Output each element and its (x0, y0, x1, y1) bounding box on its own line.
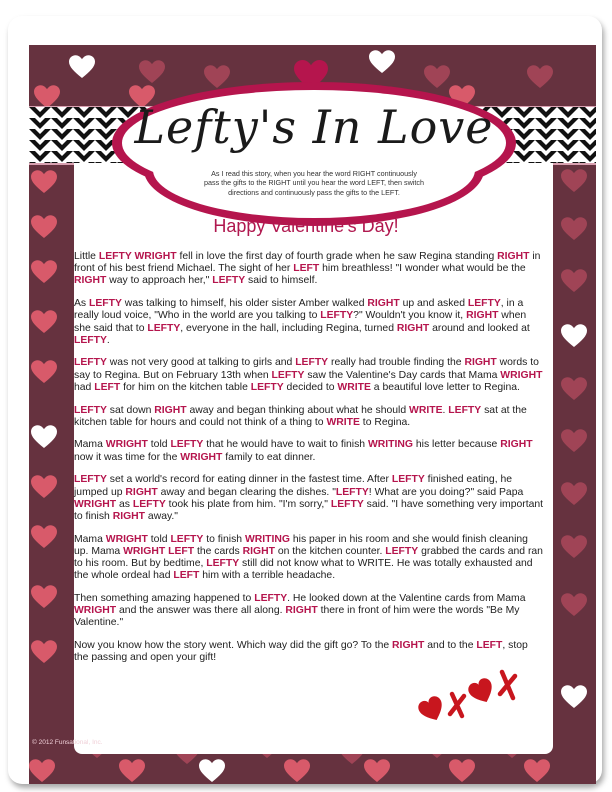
heart-icon (449, 759, 475, 783)
keyword: RIGHT (285, 605, 318, 617)
page-title: Lefty's In Love (134, 100, 494, 154)
story-segment: took his plate from him. "I'm sorry," (165, 498, 331, 510)
story-segment: told (147, 533, 171, 545)
story-segment: words to say to Regina. But on February 13th when (74, 357, 539, 381)
heart-icon (31, 640, 57, 664)
story-segment: . He looked down at the Valentine cards from Mama (287, 592, 526, 604)
keyword: LEFTY (147, 322, 181, 334)
heart-icon (561, 269, 587, 293)
heart-icon (31, 475, 57, 499)
instructions-text: As I read this story, when you hear the word RIGHT continuously pass the gifts to the RIGHT until you hear the word LEFT, then switch directions and continuously pass the gifts to the LEFT. (204, 169, 424, 197)
heart-icon (31, 260, 57, 284)
story-segment: away." (145, 510, 178, 522)
story-paragraph (74, 593, 544, 630)
keyword: LEFTY (74, 474, 107, 486)
story-segment: that he would have to wait to finish (203, 439, 368, 451)
keyword: RIGHT (466, 310, 499, 322)
heart-icon (524, 759, 550, 783)
story-segment: fell in love the first day of fourth grade when he saw Regina standing (176, 251, 498, 262)
keyword: LEFTY (250, 381, 284, 393)
heart-icon (527, 65, 553, 89)
keyword: WRIGHT (74, 498, 117, 510)
heart-icon (364, 759, 390, 783)
keyword: LEFTY (89, 298, 122, 310)
keyword: WRITING (244, 533, 290, 545)
keyword: WRIGHT (105, 533, 148, 545)
story-segment: Little (74, 251, 99, 262)
story-segment: on the kitchen counter. (274, 545, 386, 557)
heart-icon (199, 759, 225, 783)
story-paragraph (74, 251, 544, 288)
heart-icon (369, 50, 395, 74)
keyword: WRIGHT (105, 439, 148, 451)
keyword: LEFTY (385, 545, 419, 557)
story-segment: saw the Valentine's Day cards that Mama (304, 369, 501, 381)
keyword: WRIGHT (500, 369, 543, 381)
keyword: LEFTY (74, 357, 107, 369)
subtitle: Happy Valentine's Day! (213, 216, 399, 236)
keyword: LEFTY (391, 474, 425, 486)
story-segment: him with a terrible headache. (199, 570, 336, 582)
story-segment: finished eating, he jumped up (74, 474, 513, 498)
story-segment: grabbed the cards and ran to his room. But by bedtime, (74, 545, 543, 570)
copyright-text: © 2012 Funsational, Inc. (32, 739, 103, 746)
story-segment: , in a really loud voice, "Who in the world are you talking to (74, 298, 524, 322)
keyword: WRIGHT (180, 451, 223, 463)
keyword: WRITE (326, 416, 360, 428)
keyword: RIGHT (154, 404, 187, 416)
heart-icon (561, 685, 587, 709)
story-segment: the cards (194, 545, 243, 557)
keyword: LEFTY (170, 533, 204, 545)
heart-icon (31, 425, 57, 449)
heart-icon (561, 535, 587, 559)
story-segment: up and asked (399, 298, 468, 310)
keyword: LEFTY (74, 334, 107, 346)
keyword: LEFTY (320, 310, 354, 322)
story-segment: for him on the kitchen table (120, 381, 251, 393)
story-segment: still did not know what to WRITE. He was totally exhausted and the whole ordeal had (74, 558, 533, 582)
keyword: RIGHT (112, 510, 146, 522)
story-segment: had (74, 381, 95, 393)
story-segment: was not very good at talking to girls and (106, 357, 296, 369)
story-segment: ! What are you doing?" said Papa (368, 486, 524, 498)
story-segment: away and began thinking about what he should (186, 404, 410, 416)
story-segment: sat at the kitchen table for hours and could not think of a thing to (74, 404, 527, 428)
story-segment: , stop the passing and open your gift! (74, 640, 528, 664)
story-segment: sat down (106, 404, 155, 416)
story-segment: to finish (203, 533, 245, 545)
title-badge (112, 74, 516, 226)
story-segment: family to eat dinner. (222, 451, 316, 463)
story-text (74, 251, 544, 675)
keyword: LEFT (293, 263, 320, 275)
story-segment: him breathless! "I wonder what would be the (319, 263, 526, 275)
heart-icon (31, 360, 57, 384)
story-paragraph (74, 405, 544, 429)
story-segment: Mama (74, 439, 106, 451)
story-segment: there in front of him were the words "Be My Valentine." (74, 605, 520, 629)
keyword: LEFTY (170, 439, 204, 451)
heart-icon (69, 55, 95, 79)
keyword: WRITE (409, 404, 443, 416)
story-paragraph (74, 439, 544, 463)
heart-icon (31, 585, 57, 609)
story-segment: . (442, 404, 449, 416)
story-segment: around and looked at (429, 322, 530, 334)
keyword: LEFTY (295, 357, 329, 369)
story-segment: Mama (74, 533, 106, 545)
story-segment: Then something amazing happened to (74, 592, 255, 604)
keyword: WRITING (367, 439, 413, 451)
keyword: RIGHT (74, 275, 107, 287)
keyword: LEFT (173, 570, 200, 582)
heart-icon (31, 525, 57, 549)
heart-icon (561, 482, 587, 506)
keyword: RIGHT (464, 357, 497, 369)
story-segment: told (147, 439, 171, 451)
keyword: RIGHT (125, 486, 158, 498)
story-paragraph (74, 298, 544, 347)
story-segment: when she said that to (74, 310, 527, 334)
story-segment: way to approach her," (106, 275, 213, 287)
keyword: LEFTY WRIGHT (98, 251, 177, 262)
story-segment: away and began clearing the dishes. " (157, 486, 336, 498)
story-segment: set a world's record for eating dinner in the fastest time. After (106, 474, 392, 486)
keyword: LEFTY (448, 404, 482, 416)
keyword: LEFT (476, 640, 503, 652)
heart-icon (29, 759, 55, 783)
heart-icon (561, 169, 587, 193)
heart-icon (561, 593, 587, 617)
story-segment: really had trouble finding the (328, 357, 465, 369)
story-segment: . (106, 334, 110, 346)
story-segment: to Regina. (359, 416, 411, 428)
keyword: LEFTY (271, 369, 305, 381)
story-segment: as (116, 498, 133, 510)
xoxo-icon (418, 668, 526, 730)
story-segment: in front of his best friend Michael. The sight of her (74, 251, 541, 275)
story-segment: As (74, 298, 90, 310)
keyword: LEFTY (335, 486, 369, 498)
story-paragraph (74, 474, 544, 523)
story-segment: his paper in his room and she would finish cleaning up. Mama (74, 533, 528, 557)
heart-icon (561, 377, 587, 401)
story-segment: was talking to himself, his older sister Amber walked (121, 298, 368, 310)
keyword: LEFTY (132, 498, 166, 510)
heart-icon (31, 170, 57, 194)
story-segment: his letter because (413, 439, 501, 451)
story-segment: , everyone in the hall, including Regina, turned (180, 322, 397, 334)
story-segment: a beautiful love letter to Regina. (370, 381, 520, 393)
keyword: RIGHT (367, 298, 400, 310)
heart-icon (561, 429, 587, 453)
keyword: WRIGHT (74, 605, 117, 617)
keyword: RIGHT (396, 322, 430, 334)
keyword: LEFTY (212, 275, 246, 287)
story-segment: and the answer was there all along. (116, 605, 286, 617)
heart-icon (561, 324, 587, 348)
story-segment: decided to (283, 381, 338, 393)
keyword: WRIGHT LEFT (123, 545, 195, 557)
heart-icon (119, 759, 145, 783)
keyword: LEFT (94, 381, 121, 393)
story-segment: said. "I have something very important to finish (74, 498, 544, 522)
keyword: RIGHT (497, 251, 530, 262)
story-segment: Now you know how the story went. Which way did the gift go? To the (74, 640, 393, 652)
heart-icon (284, 759, 310, 783)
story-segment: ?" Wouldn't you know it, (353, 310, 467, 322)
heart-icon (31, 310, 57, 334)
keyword: LEFTY (254, 592, 288, 604)
keyword: LEFTY (206, 558, 240, 570)
story-paragraph (74, 534, 544, 583)
story-paragraph (74, 640, 544, 664)
keyword: RIGHT (242, 545, 275, 557)
keyword: LEFTY (74, 404, 107, 416)
story-segment: said to himself. (245, 275, 318, 287)
keyword: WRITE (337, 381, 371, 393)
keyword: LEFTY (330, 498, 364, 510)
keyword: RIGHT (500, 439, 533, 451)
story-segment: now it was time for the (74, 451, 181, 463)
keyword: RIGHT (392, 640, 425, 652)
story-paragraph (74, 357, 544, 394)
story-segment: and to the (424, 640, 477, 652)
keyword: LEFTY (467, 298, 501, 310)
